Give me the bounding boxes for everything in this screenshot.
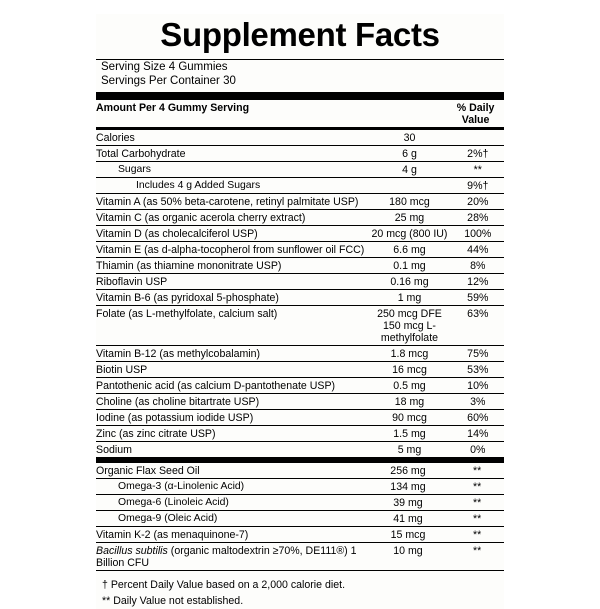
nutrient-name: Pantothenic acid (as calcium D-pantothenate USP) — [96, 378, 367, 394]
nutrient-amount: 15 mcg — [366, 527, 451, 543]
nutrient-name: Folate (as L-methylfolate, calcium salt) — [96, 306, 367, 346]
facts-table-rows — [96, 130, 504, 458]
nutrient-amount: 4 g — [367, 162, 451, 178]
daily-value: 59% — [452, 290, 504, 306]
nutrient-name: Vitamin K-2 (as menaquinone-7) — [96, 527, 366, 543]
table-row — [96, 226, 504, 242]
nutrient-name: Vitamin C (as organic acerola cherry extract) — [96, 210, 367, 226]
table-row — [96, 346, 504, 362]
daily-value: 14% — [452, 426, 504, 442]
daily-value: 75% — [452, 346, 504, 362]
daily-value: 28% — [452, 210, 504, 226]
table-row — [96, 178, 504, 194]
nutrient-amount: 250 mcg DFE 150 mcg L-methylfolate — [367, 306, 451, 346]
nutrient-amount: 16 mcg — [367, 362, 451, 378]
daily-value: 9%† — [452, 178, 504, 194]
nutrient-amount: 30 — [367, 130, 451, 146]
table-row — [96, 426, 504, 442]
daily-value: 3% — [452, 394, 504, 410]
nutrient-name: Omega-6 (Linoleic Acid) — [96, 495, 366, 511]
nutrient-amount: 1 mg — [367, 290, 451, 306]
nutrient-name: Calories — [96, 130, 367, 146]
nutrient-name: Bacillus subtilis (organic maltodextrin ≥70%, DE111®) 1 Billion CFU — [96, 543, 366, 571]
nutrient-amount — [367, 178, 451, 194]
table-row — [96, 394, 504, 410]
nutrient-name: Total Carbohydrate — [96, 146, 367, 162]
daily-value: ** — [450, 511, 504, 527]
nutrient-name: Vitamin D (as cholecalciferol USP) — [96, 226, 367, 242]
table-row — [96, 162, 504, 178]
nutrient-name: Iodine (as potassium iodide USP) — [96, 410, 367, 426]
nutrient-name: Omega-3 (α-Linolenic Acid) — [96, 479, 366, 495]
nutrient-amount: 0.16 mg — [367, 274, 451, 290]
table-row — [96, 527, 504, 543]
facts-table-rows2 — [96, 463, 504, 571]
nutrient-amount: 20 mcg (800 IU) — [367, 226, 451, 242]
nutrient-name: Omega-9 (Oleic Acid) — [96, 511, 366, 527]
nutrient-amount: 0.1 mg — [367, 258, 451, 274]
table-row — [96, 130, 504, 146]
table-row — [96, 194, 504, 210]
nutrient-name: Sugars — [96, 162, 367, 178]
nutrient-italic-prefix: Bacillus subtilis — [96, 544, 168, 557]
daily-value: ** — [450, 495, 504, 511]
daily-value — [452, 130, 504, 146]
table-row — [96, 479, 504, 495]
daily-value: ** — [450, 527, 504, 543]
daily-value: 8% — [452, 258, 504, 274]
nutrient-amount: 1.5 mg — [367, 426, 451, 442]
nutrient-amount: 1.8 mcg — [367, 346, 451, 362]
table-row — [96, 463, 504, 479]
nutrient-amount: 10 mg — [366, 543, 451, 571]
divider-thick — [96, 92, 504, 100]
footnotes — [96, 571, 504, 609]
table-row — [96, 306, 504, 346]
nutrient-amount: 41 mg — [366, 511, 451, 527]
table-row — [96, 543, 504, 571]
nutrient-name: Organic Flax Seed Oil — [96, 463, 366, 479]
nutrient-amount: 180 mcg — [367, 194, 451, 210]
daily-value: 63% — [452, 306, 504, 346]
servings-per-container: Servings Per Container 30 — [101, 75, 236, 88]
footnote-dagger: † Percent Daily Value based on a 2,000 calorie diet. — [102, 579, 346, 592]
table-row — [96, 274, 504, 290]
daily-value: 20% — [452, 194, 504, 210]
daily-value: 10% — [452, 378, 504, 394]
table-row — [96, 242, 504, 258]
table-row — [96, 210, 504, 226]
table-row — [96, 362, 504, 378]
header-spacer — [358, 100, 447, 128]
amount-header: Amount Per 4 Gummy Serving — [96, 100, 358, 128]
nutrient-name: Thiamin (as thiamine mononitrate USP) — [96, 258, 367, 274]
nutrient-amount: 25 mg — [367, 210, 451, 226]
nutrient-name: Zinc (as zinc citrate USP) — [96, 426, 367, 442]
table-row — [96, 146, 504, 162]
table-row — [96, 378, 504, 394]
nutrient-amount-line2: 150 mcg L-methylfolate — [380, 319, 439, 344]
table-header-row — [96, 100, 504, 128]
nutrient-name: Vitamin B-12 (as methylcobalamin) — [96, 346, 367, 362]
nutrient-name: Sodium — [96, 442, 367, 458]
nutrient-amount: 5 mg — [367, 442, 451, 458]
nutrient-amount: 134 mg — [366, 479, 451, 495]
nutrient-amount: 0.5 mg — [367, 378, 451, 394]
facts-table-main — [96, 100, 504, 128]
table-row — [96, 495, 504, 511]
daily-value: 60% — [452, 410, 504, 426]
page-title: Supplement Facts — [160, 16, 440, 53]
daily-value: ** — [450, 463, 504, 479]
daily-value: 12% — [452, 274, 504, 290]
nutrient-amount: 6.6 mg — [367, 242, 451, 258]
supplement-facts-panel — [96, 14, 504, 609]
daily-value: ** — [450, 479, 504, 495]
table-row — [96, 511, 504, 527]
table-row — [96, 290, 504, 306]
nutrient-name: Biotin USP — [96, 362, 367, 378]
daily-value: ** — [450, 543, 504, 571]
nutrient-name: Choline (as choline bitartrate USP) — [96, 394, 367, 410]
daily-value: ** — [452, 162, 504, 178]
nutrient-amount: 256 mg — [366, 463, 451, 479]
table-row — [96, 410, 504, 426]
nutrient-name: Vitamin B-6 (as pyridoxal 5-phosphate) — [96, 290, 367, 306]
table-row — [96, 258, 504, 274]
nutrient-amount: 18 mg — [367, 394, 451, 410]
footnote-asterisk: ** Daily Value not established. — [102, 594, 244, 607]
nutrient-name: Vitamin A (as 50% beta-carotene, retinyl palmitate USP) — [96, 194, 367, 210]
daily-value: 0% — [452, 442, 504, 458]
nutrient-name: Includes 4 g Added Sugars — [96, 178, 367, 194]
nutrient-amount: 90 mcg — [367, 410, 451, 426]
daily-value: 2%† — [452, 146, 504, 162]
nutrient-amount: 6 g — [367, 146, 451, 162]
nutrient-amount: 39 mg — [366, 495, 451, 511]
table-row — [96, 442, 504, 458]
serving-info — [96, 60, 504, 89]
nutrient-name: Riboflavin USP — [96, 274, 367, 290]
nutrient-name: Vitamin E (as d-alpha-tocopherol from sunflower oil FCC) — [96, 242, 367, 258]
daily-value: 100% — [452, 226, 504, 242]
daily-value: 53% — [452, 362, 504, 378]
daily-value: 44% — [452, 242, 504, 258]
dv-header: % Daily Value — [447, 100, 504, 128]
serving-size: Serving Size 4 Gummies — [101, 60, 228, 73]
